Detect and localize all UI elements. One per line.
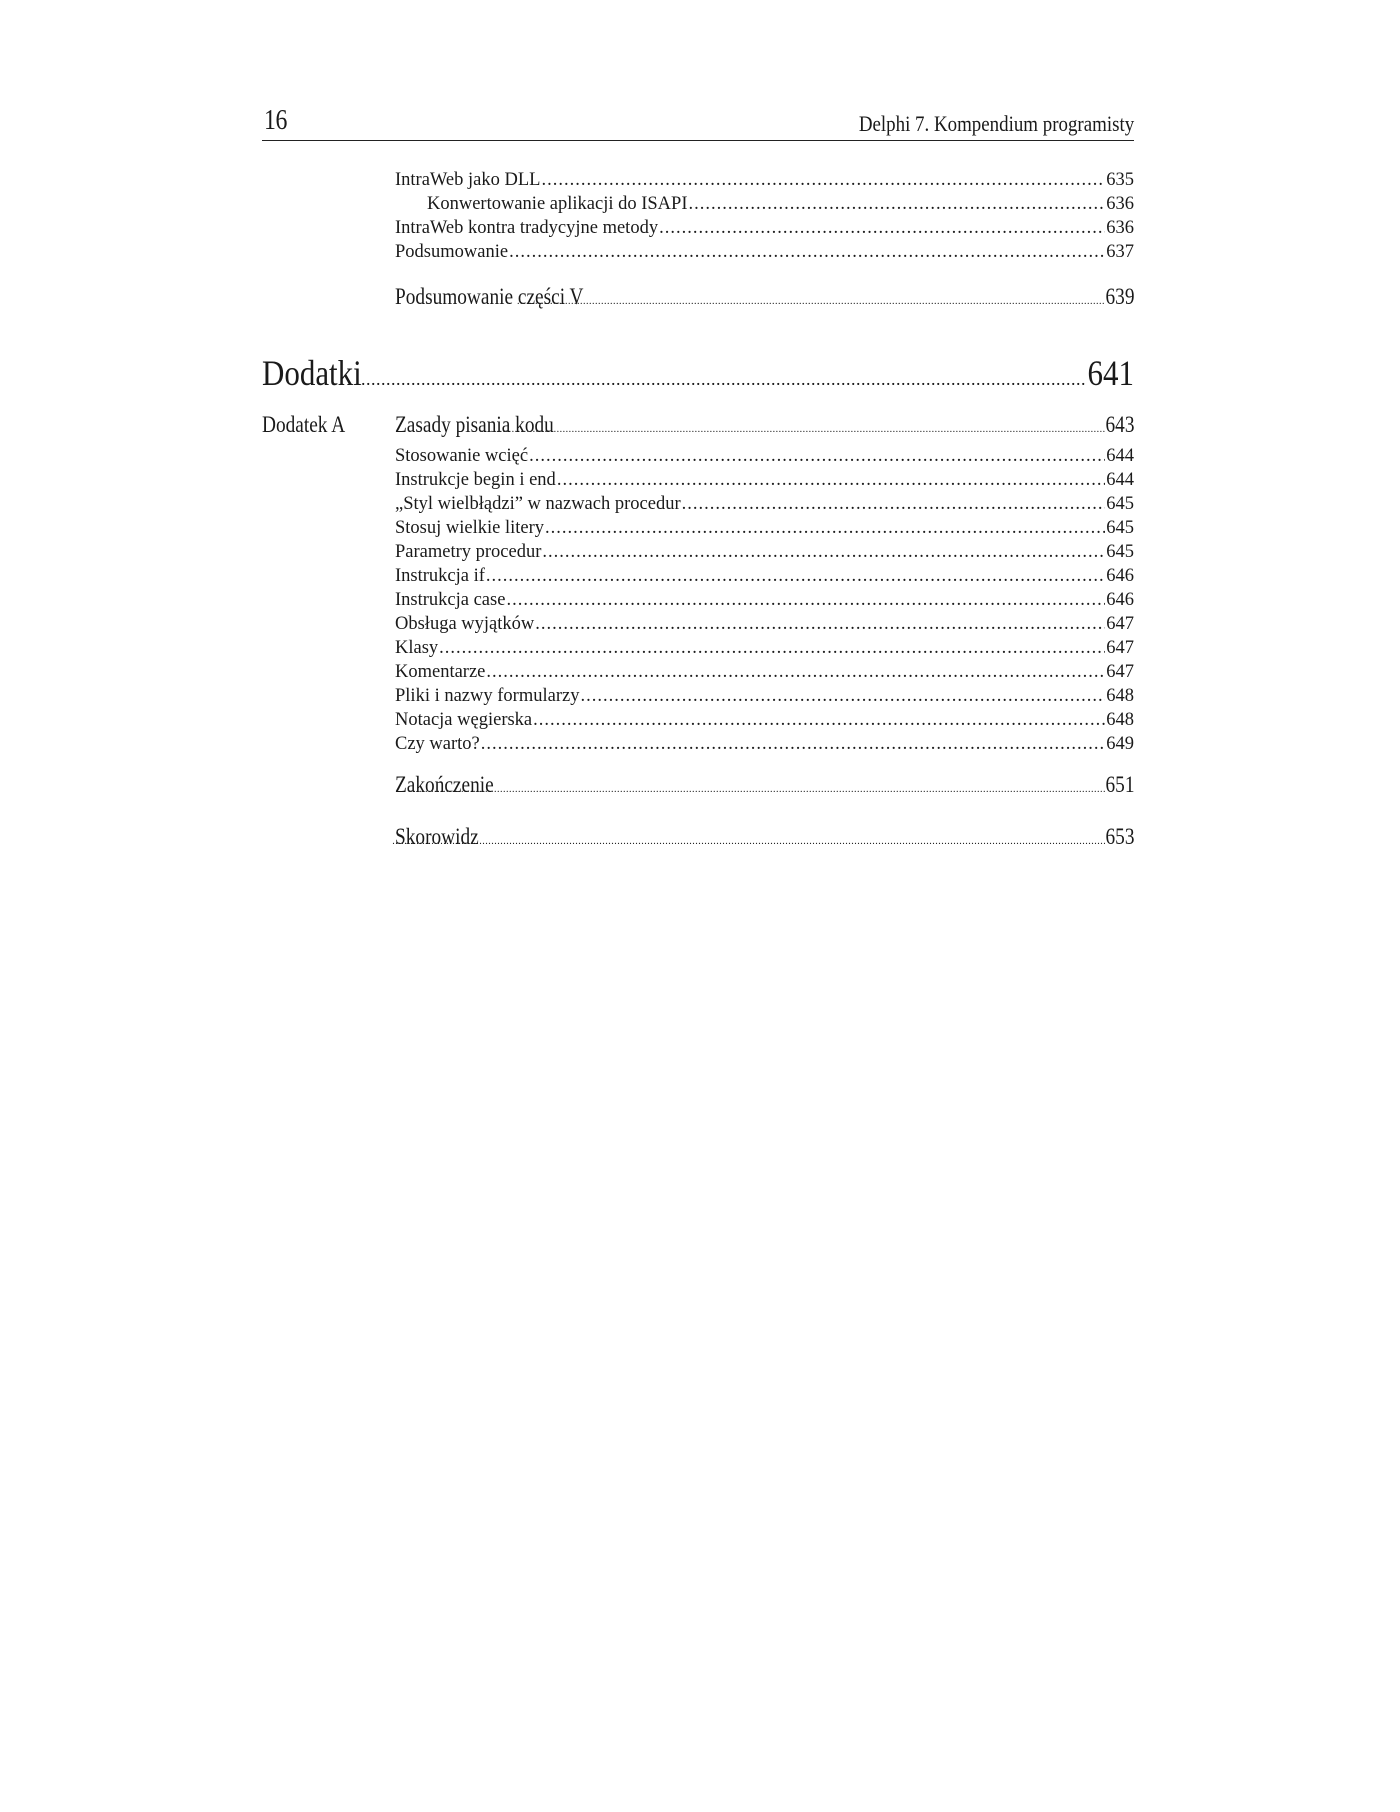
toc-entry [395,446,1134,470]
toc-entry-page: 648 [1106,710,1134,730]
toc-entry [395,470,1134,494]
toc-entry-page: 646 [1106,566,1134,586]
toc-entry-page: 646 [1106,590,1134,610]
dot-leader [392,824,1104,850]
toc-entry [395,494,1134,518]
dot-leader [509,242,1105,263]
toc-chapter-entry [395,412,1134,442]
toc-entry [395,590,1134,614]
toc-entry-label: Obsługa wyjątków [395,614,535,634]
toc-entry-label: „Styl wielbłądzi” w nazwach procedur [395,494,681,514]
toc-entry-page: 648 [1106,686,1134,706]
toc-chapter-page: 653 [1105,824,1134,849]
toc-entry-page: 647 [1106,662,1134,682]
toc-entry-label: Stosuj wielkie litery [395,518,545,538]
toc-entry-label: IntraWeb jako DLL [395,170,541,190]
dot-leader [533,710,1105,731]
running-header [262,100,1134,141]
toc-entry [395,614,1134,638]
toc-entry [395,710,1134,734]
toc-chapter-page: 639 [1105,284,1134,309]
toc-entry-page: 644 [1106,470,1134,490]
toc-entry [395,518,1134,542]
toc-entry [395,686,1134,710]
dot-leader [545,518,1105,539]
toc-entry-label: Stosowanie wcięć [395,446,529,466]
toc-entry [395,566,1134,590]
toc-entry-label: Konwertowanie aplikacji do ISAPI [427,194,688,214]
toc-chapter-entry [395,772,1134,802]
toc-chapter-label: Zasady pisania kodu [395,412,554,437]
book-title: Delphi 7. Kompendium programisty [858,111,1134,136]
dot-leader [557,470,1105,491]
toc-entry-label: Instrukcja case [395,590,506,610]
dot-leader [481,734,1105,755]
toc-part-entry [262,352,1134,396]
dot-leader [542,542,1105,563]
toc-entry [395,542,1134,566]
toc-entry-page: 645 [1106,518,1134,538]
toc-entry [395,734,1134,758]
dot-leader [541,170,1105,191]
dot-leader [439,638,1105,659]
toc-chapter-label: Skorowidz [395,824,479,849]
toc-entry-page: 645 [1106,542,1134,562]
toc-entry-page: 635 [1106,170,1134,190]
toc-chapter-page: 651 [1105,772,1134,797]
toc-chapter-entry [395,284,1134,314]
appendix-label: Dodatek A [262,412,346,437]
dot-leader [688,194,1105,215]
toc-entry [395,242,1134,266]
toc-entry-label: Klasy [395,638,439,658]
toc-entry-label: Notacja węgierska [395,710,533,730]
toc-entry-label: Instrukcja if [395,566,485,586]
toc-entry [395,194,1134,218]
toc-entry-page: 636 [1106,194,1134,214]
toc-entry-page: 644 [1106,446,1134,466]
toc-entry-label: Czy warto? [395,734,480,754]
toc-chapter-entry [395,824,1134,854]
toc-part-label: Dodatki [262,353,362,393]
dot-leader [486,566,1105,587]
toc-entry-label: Podsumowanie [395,242,509,262]
toc-entry-page: 645 [1106,494,1134,514]
toc-chapter-label: Zakończenie [395,772,494,797]
dot-leader [506,590,1105,611]
toc-entry [395,218,1134,242]
toc-entry-page: 649 [1106,734,1134,754]
dot-leader [682,494,1106,515]
toc-entry-page: 636 [1106,218,1134,238]
dot-leader [486,662,1105,683]
page-number: 16 [264,105,287,136]
toc-entry [395,170,1134,194]
toc-entry-page: 647 [1106,638,1134,658]
dot-leader [361,352,1085,394]
toc-chapter-label: Podsumowanie części V [395,284,584,309]
toc-entry [395,638,1134,662]
dot-leader [659,218,1105,239]
dot-leader [482,412,1105,438]
dot-leader [529,446,1105,467]
toc-entry-label: Pliki i nazwy formularzy [395,686,580,706]
dot-leader [517,284,1105,310]
toc-entry-label: Instrukcje begin i end [395,470,556,490]
toc-entry-label: IntraWeb kontra tradycyjne metody [395,218,659,238]
toc-entry-label: Komentarze [395,662,486,682]
toc-entry-page: 637 [1106,242,1134,262]
dot-leader [535,614,1105,635]
toc-entry-label: Parametry procedur [395,542,542,562]
dot-leader [580,686,1105,707]
toc-part-page: 641 [1087,353,1134,393]
toc-entry-page: 647 [1106,614,1134,634]
toc-chapter-page: 643 [1105,412,1134,437]
toc-entry [395,662,1134,686]
dot-leader [410,772,1104,798]
